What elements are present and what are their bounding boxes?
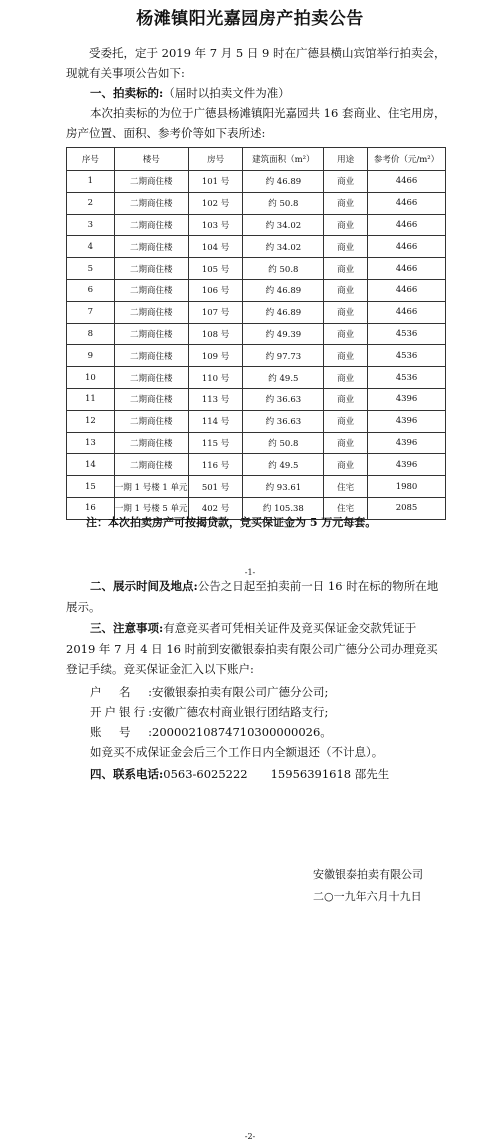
table-cell: 4 [67,236,115,258]
table-cell: 103 号 [188,214,243,236]
section2 [66,576,446,617]
table-cell: 109 号 [188,345,243,367]
table-cell: 一期 1 号楼 1 单元 [114,476,188,498]
table-cell: 约 46.89 [243,301,324,323]
table-row [67,214,446,236]
table-cell: 1980 [368,476,446,498]
table-cell: 商业 [324,171,368,193]
signature-date: 二○一九年六月十九日 [313,890,422,903]
table-cell: 约 49.5 [243,367,324,389]
table-cell: 4466 [368,258,446,280]
table-cell: 二期商住楼 [114,323,188,345]
table-cell: 二期商住楼 [114,236,188,258]
contact-phone: 0563-6025222 15956391618 邵先生 [163,767,390,781]
table-cell: 16 [67,497,115,519]
table-cell: 15 [67,476,115,498]
table-cell: 二期商住楼 [114,345,188,367]
page-number-2: -2- [244,1132,256,1141]
table-cell: 4396 [368,432,446,454]
table-cell: 104 号 [188,236,243,258]
table-header-cell: 用途 [324,148,368,171]
table-row [67,258,446,280]
account-number-label: 账号: [90,725,152,739]
table-row [67,367,446,389]
table-cell: 4396 [368,388,446,410]
table-row [67,171,446,193]
table-cell: 商业 [324,432,368,454]
section3-heading: 三、注意事项: [90,621,164,635]
table-cell: 二期商住楼 [114,454,188,476]
table-cell: 102 号 [188,192,243,214]
table-cell: 约 46.89 [243,279,324,301]
table-cell: 113 号 [188,388,243,410]
account-name-label: 户名: [90,685,152,699]
table-cell: 住宅 [324,476,368,498]
table-cell: 二期商住楼 [114,367,188,389]
table-header-cell: 参考价（元/m²） [368,148,446,171]
table-cell: 商业 [324,345,368,367]
table-row [67,192,446,214]
table-cell: 商业 [324,258,368,280]
table-cell: 二期商住楼 [114,301,188,323]
signature-company: 安徽银泰拍卖有限公司 [313,868,423,881]
page-number-1: -1- [244,568,256,577]
table-cell: 116 号 [188,454,243,476]
table-row [67,476,446,498]
table-cell: 115 号 [188,432,243,454]
section1-heading-line [90,84,290,104]
table-cell: 3 [67,214,115,236]
table-cell: 商业 [324,367,368,389]
table-cell: 13 [67,432,115,454]
table-cell: 商业 [324,301,368,323]
table-cell: 4536 [368,367,446,389]
table-cell: 7 [67,301,115,323]
refund-note: 如竞买不成保证金会后三个工作日内全额退还（不计息）。 [90,745,384,759]
table-header-cell: 序号 [67,148,115,171]
table-cell: 二期商住楼 [114,258,188,280]
table-cell: 114 号 [188,410,243,432]
table-cell: 105 号 [188,258,243,280]
section4 [90,766,389,782]
table-cell: 商业 [324,279,368,301]
account-name-line [90,684,328,700]
table-row [67,345,446,367]
table-cell: 商业 [324,388,368,410]
table-cell: 108 号 [188,323,243,345]
account-number-value: 20000210874710300000026。 [152,725,332,739]
account-bank-line [90,704,328,720]
table-cell: 约 93.61 [243,476,324,498]
table-cell: 二期商住楼 [114,214,188,236]
table-cell: 1 [67,171,115,193]
table-cell: 4466 [368,192,446,214]
table-cell: 约 46.89 [243,171,324,193]
table-cell: 4466 [368,279,446,301]
table-row [67,410,446,432]
section2-heading: 二、展示时间及地点: [90,579,198,593]
table-cell: 商业 [324,323,368,345]
table-cell: 约 34.02 [243,236,324,258]
table-cell: 二期商住楼 [114,410,188,432]
table-cell: 11 [67,388,115,410]
table-row [67,236,446,258]
table-cell: 住宅 [324,497,368,519]
account-name-value: 安徽银泰拍卖有限公司广德分公司; [152,685,329,699]
table-cell: 约 36.63 [243,388,324,410]
table-cell: 14 [67,454,115,476]
table-cell: 商业 [324,410,368,432]
table-cell: 5 [67,258,115,280]
table-cell: 约 50.8 [243,192,324,214]
table-cell: 二期商住楼 [114,279,188,301]
table-cell: 约 36.63 [243,410,324,432]
table-cell: 约 105.38 [243,497,324,519]
description-paragraph: 本次拍卖标的为位于广德县杨滩镇阳光嘉园共 16 套商业、住宅用房，房产位置、面积、参考价等如下表所述: [66,106,446,140]
table-cell: 4536 [368,323,446,345]
table-row [67,454,446,476]
table-cell: 二期商住楼 [114,388,188,410]
table-cell: 107 号 [188,301,243,323]
table-cell: 约 50.8 [243,258,324,280]
table-cell: 106 号 [188,279,243,301]
table-cell: 4466 [368,301,446,323]
table-header-row [67,148,446,171]
table-cell: 8 [67,323,115,345]
table-row [67,279,446,301]
table-cell: 110 号 [188,367,243,389]
section1-subtitle: （届时以拍卖文件为准） [163,86,290,100]
table-cell: 约 49.5 [243,454,324,476]
section3-text: 有意竞买者可凭相关证件及竞买保证金交款凭证于 2019 年 7 月 4 日 16 时前到安徽银泰拍卖有限公司广德分公司办理竞买登记手续。竞买保证金汇入以下账户: [66,621,438,676]
account-bank-value: 安徽广德农村商业银行团结路支行; [152,705,329,719]
account-number-line [90,724,332,740]
table-cell: 二期商住楼 [114,171,188,193]
table-row [67,301,446,323]
table-cell: 101 号 [188,171,243,193]
table-body [67,171,446,520]
table-cell: 约 49.39 [243,323,324,345]
section4-heading: 四、联系电话: [90,767,164,781]
table-cell: 4466 [368,214,446,236]
table-cell: 4396 [368,454,446,476]
table-cell: 约 97.73 [243,345,324,367]
table-cell: 12 [67,410,115,432]
section1-heading: 一、拍卖标的: [90,86,164,100]
lots-table [66,147,446,520]
table-row [67,432,446,454]
table-cell: 9 [67,345,115,367]
table-header-cell: 房号 [188,148,243,171]
table-cell: 二期商住楼 [114,432,188,454]
table-header-cell: 建筑面积（m²） [243,148,324,171]
page-title: 杨滩镇阳光嘉园房产拍卖公告 [136,9,364,29]
table-note: 注：本次拍卖房产可按揭贷款，竞买保证金为 5 万元每套。 [86,516,377,529]
table-cell: 约 34.02 [243,214,324,236]
intro-paragraph: 受委托，定于 2019 年 7 月 5 日 9 时在广德县横山宾馆举行拍卖会，现就有关事项公告如下: [66,46,446,80]
table-cell: 商业 [324,236,368,258]
account-bank-label: 开户银行: [90,705,152,719]
table-cell: 商业 [324,454,368,476]
table-cell: 2085 [368,497,446,519]
table-cell: 4466 [368,171,446,193]
table-cell: 6 [67,279,115,301]
table-cell: 商业 [324,214,368,236]
table-cell: 二期商住楼 [114,192,188,214]
table-cell: 商业 [324,192,368,214]
table-cell: 4536 [368,345,446,367]
table-cell: 501 号 [188,476,243,498]
table-cell: 10 [67,367,115,389]
table-row [67,323,446,345]
table-cell: 4396 [368,410,446,432]
table-cell: 一期 1 号楼 5 单元 [114,497,188,519]
table-cell: 2 [67,192,115,214]
section3 [66,618,446,680]
section2-text: 公告之日起至拍卖前一日 16 时在标的物所在地展示。 [66,579,439,614]
table-header-cell: 楼号 [114,148,188,171]
table-cell: 约 50.8 [243,432,324,454]
table-cell: 4466 [368,236,446,258]
table-cell: 402 号 [188,497,243,519]
table-row [67,388,446,410]
